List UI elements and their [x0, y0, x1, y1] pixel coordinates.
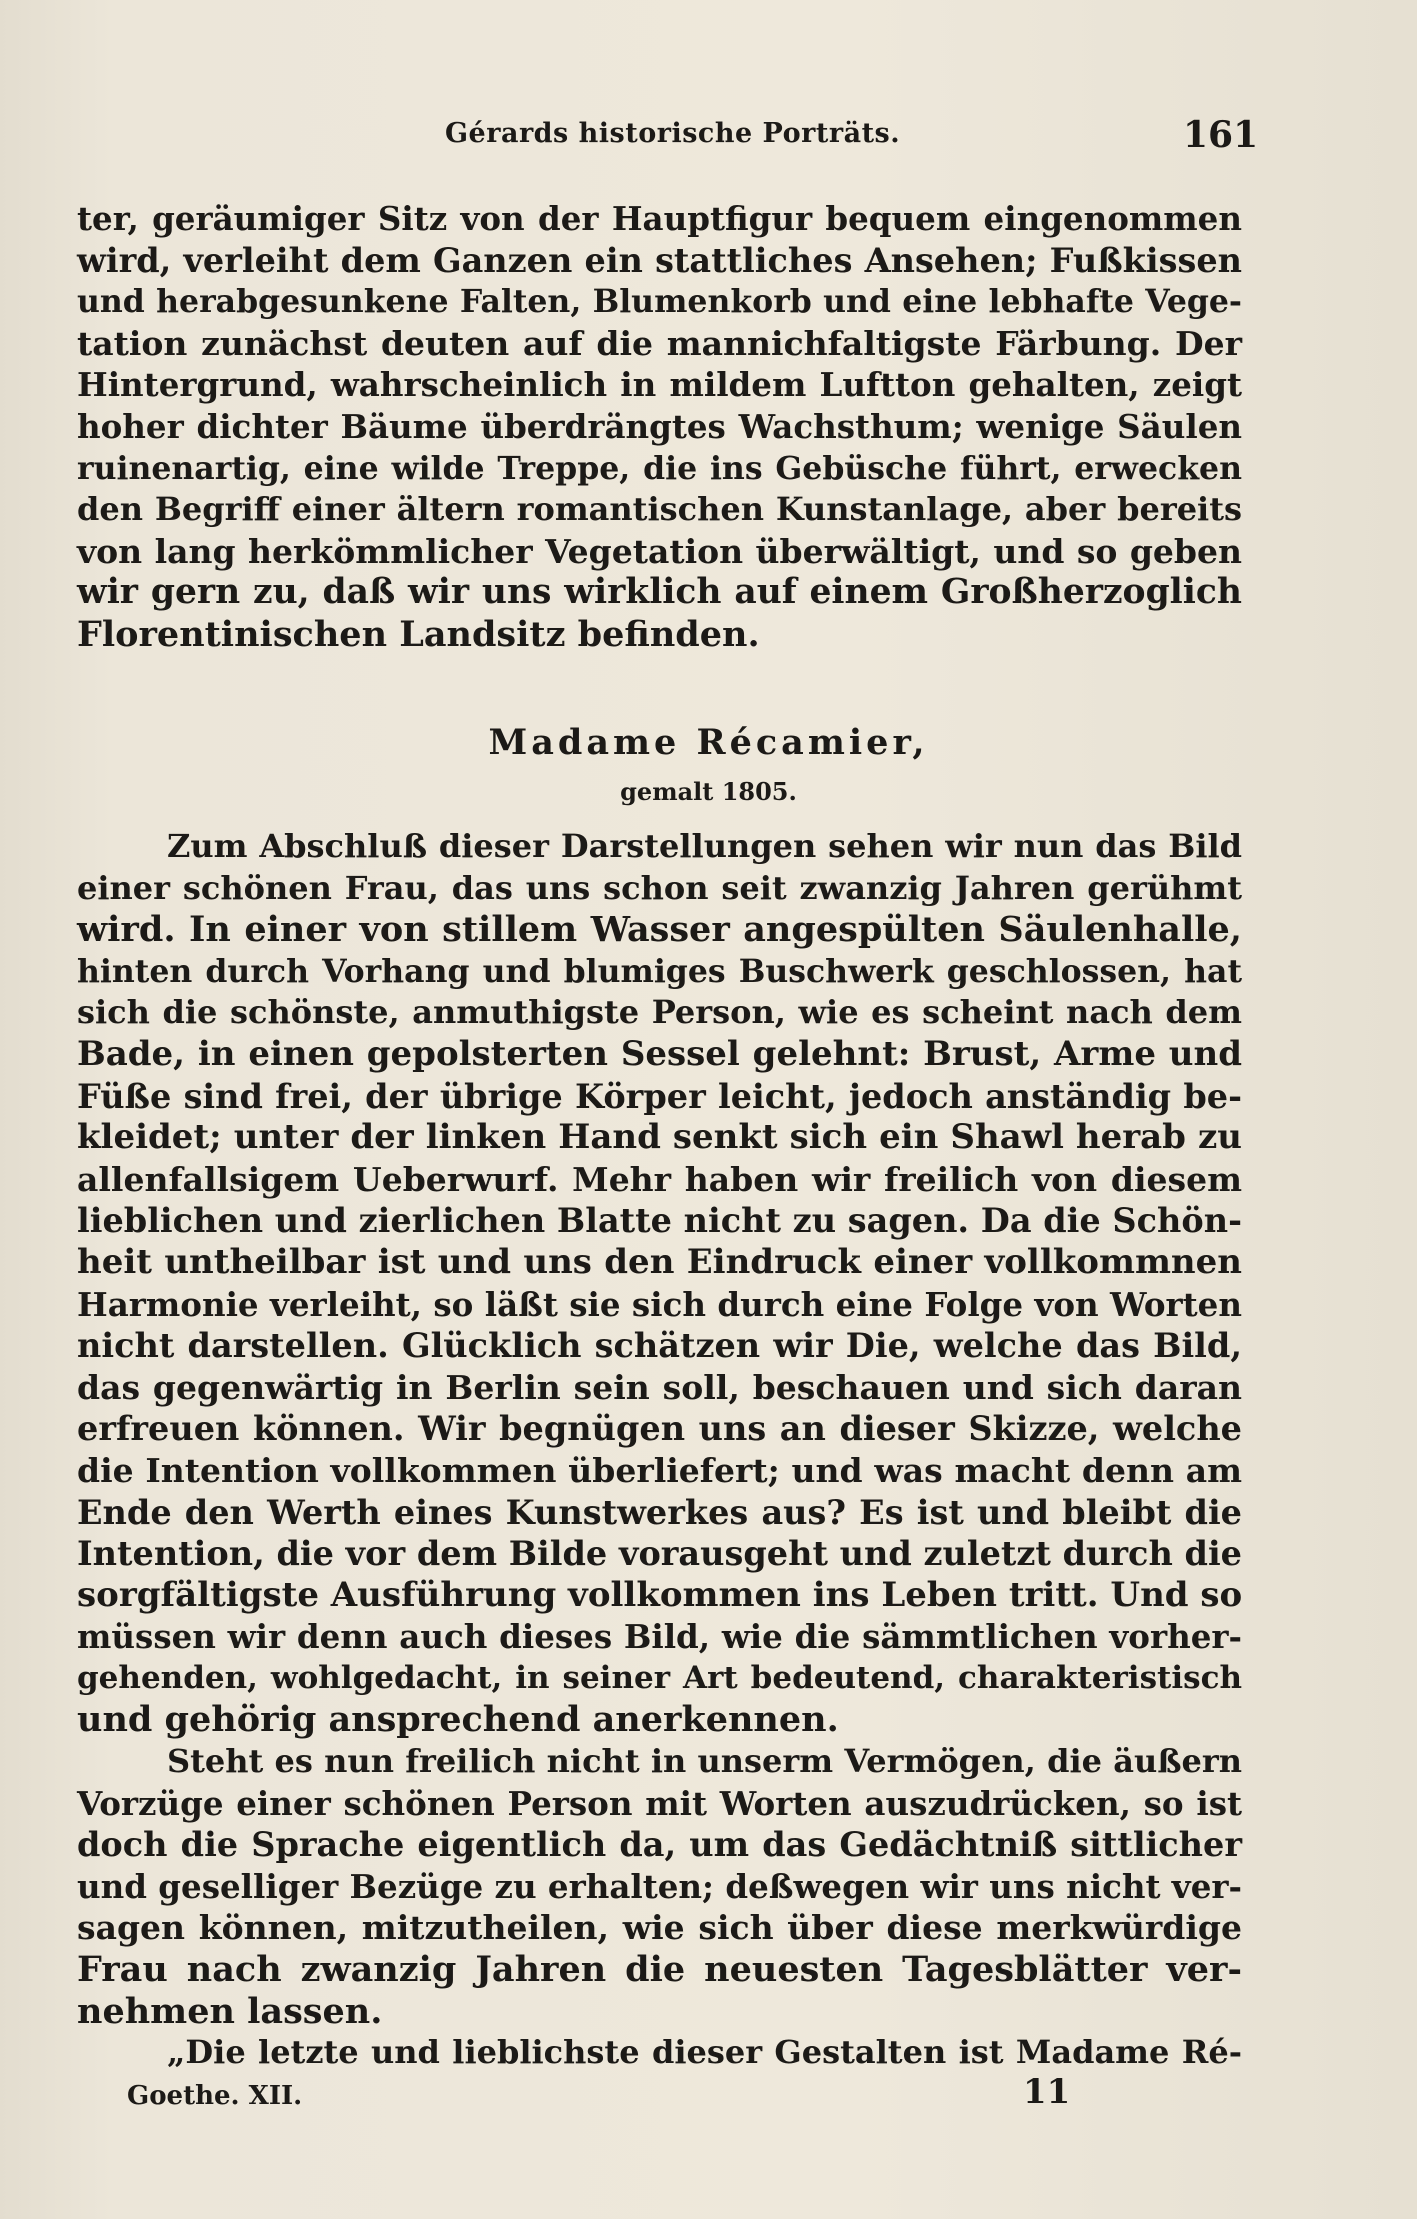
- text-line: sich die schönste, anmuthigste Person, wie es scheint nach dem: [77, 993, 1242, 1032]
- section-heading: Madame Récamier,: [488, 722, 929, 763]
- text-line: Bade, in einen gepolsterten Sessel gelehnt: Brust, Arme und: [77, 1033, 1242, 1074]
- text-line: wir gern zu, daß wir uns wirklich auf einem Großherzoglich: [77, 572, 1242, 613]
- text-line: von lang herkömmlicher Vegetation überwältigt, und so geben: [77, 531, 1242, 571]
- page-number: 161: [1183, 114, 1259, 156]
- text-line: Harmonie verleiht, so läßt sie sich durch eine Folge von Worten: [77, 1284, 1242, 1324]
- text-line: Vorzüge einer schönen Person mit Worten auszudrücken, so ist: [77, 1783, 1242, 1823]
- text-line: kleidet; unter der linken Hand senkt sich ein Shawl herab zu: [77, 1117, 1242, 1158]
- text-line: nicht darstellen. Glücklich schätzen wir Die, welche das Bild,: [77, 1326, 1242, 1366]
- text-line: hinten durch Vorhang und blumiges Buschwerk geschlossen, hat: [77, 952, 1242, 990]
- text-line: Hintergrund, wahrscheinlich in mildem Luftton gehalten, zeigt: [77, 365, 1242, 405]
- text-line: ter, geräumiger Sitz von der Hauptfigur bequem eingenommen: [77, 199, 1242, 238]
- text-line: allenfallsigem Ueberwurf. Mehr haben wir freilich von diesem: [77, 1159, 1242, 1199]
- text-line: und herabgesunkene Falten, Blumenkorb und eine lebhafte Vege-: [77, 283, 1242, 321]
- running-head: Gérards historische Porträts.: [445, 118, 901, 149]
- text-line: Füße sind frei, der übrige Körper leicht, jedoch anständig be-: [77, 1076, 1242, 1116]
- text-line: „Die letzte und lieblichste dieser Gestalten ist Madame Ré-: [167, 2033, 1242, 2072]
- signature-mark: Goethe. XII.: [127, 2081, 303, 2111]
- section-2-text: [77, 826, 1242, 2074]
- text-line: hoher dichter Bäume überdrängtes Wachsthum; wenige Säulen: [77, 406, 1242, 446]
- text-line: tation zunächst deuten auf die mannichfaltigste Färbung. Der: [77, 323, 1242, 363]
- text-line: Zum Abschluß dieser Darstellungen sehen wir nun das Bild: [167, 827, 1242, 865]
- text-line: Intention, die vor dem Bilde vorausgeht und zuletzt durch die: [77, 1534, 1242, 1574]
- text-line: den Begriff einer ältern romantischen Kunstanlage, aber bereits: [77, 490, 1242, 529]
- text-line: und geselliger Bezüge zu erhalten; deßwegen wir uns nicht ver-: [77, 1866, 1242, 1906]
- sheet-number: 11: [1023, 2072, 1071, 2112]
- text-line: doch die Sprache eigentlich da, um das Gedächtniß sittlicher: [77, 1825, 1242, 1865]
- text-line: nehmen lassen.: [77, 1990, 383, 2032]
- text-line: Steht es nun freilich nicht in unserm Vermögen, die äußern: [167, 1742, 1242, 1781]
- text-line: heit untheilbar ist und uns den Eindruck einer vollkommnen: [77, 1241, 1242, 1282]
- text-line: Florentinischen Landsitz befinden.: [77, 613, 760, 655]
- text-line: erfreuen können. Wir begnügen uns an dieser Skizze, welche: [77, 1409, 1242, 1449]
- text-line: Frau nach zwanzig Jahren die neuesten Tagesblätter ver-: [77, 1949, 1242, 1991]
- text-line: lieblichen und zierlichen Blatte nicht zu sagen. Da die Schön-: [77, 1201, 1242, 1241]
- text-line: gehenden, wohlgedacht, in seiner Art bedeutend, charakteristisch: [77, 1659, 1242, 1696]
- text-line: müssen wir denn auch dieses Bild, wie die sämmtlichen vorher-: [77, 1617, 1242, 1657]
- section-subheading: gemalt 1805.: [620, 777, 797, 806]
- text-line: ruinenartig, eine wilde Treppe, die ins Gebüsche führt, erwecken: [77, 449, 1242, 487]
- text-line: einer schönen Frau, das uns schon seit zwanzig Jahren gerühmt: [77, 868, 1242, 907]
- text-line: und gehörig ansprechend anerkennen.: [77, 1699, 839, 1741]
- text-line: Ende den Werth eines Kunstwerkes aus? Es ist und bleibt die: [77, 1492, 1242, 1532]
- text-line: sorgfältigste Ausführung vollkommen ins Leben tritt. Und so: [77, 1574, 1243, 1615]
- section-1-text: [77, 198, 1242, 656]
- text-line: die Intention vollkommen überliefert; und was macht denn am: [77, 1450, 1242, 1490]
- text-line: wird. In einer von stillem Wasser angespülten Säulenhalle,: [77, 909, 1242, 951]
- text-line: sagen können, mitzutheilen, wie sich über diese merkwürdige: [77, 1908, 1242, 1948]
- text-line: das gegenwärtig in Berlin sein soll, beschauen und sich daran: [77, 1367, 1242, 1407]
- text-line: wird, verleiht dem Ganzen ein stattliches Ansehen; Fußkissen: [77, 240, 1242, 280]
